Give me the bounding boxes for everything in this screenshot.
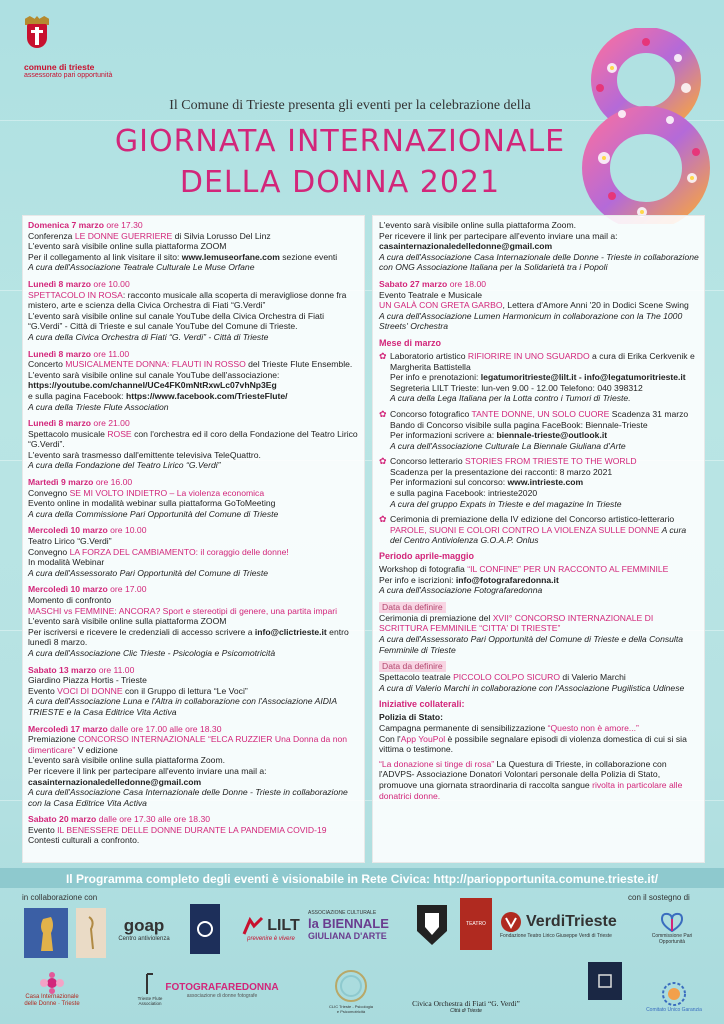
event-date: Martedì 9 marzo ore 16.00 [28,477,133,488]
flute-figure-logo-icon [76,908,106,958]
facebook-link[interactable]: https://www.facebook.com/TriesteFlute/ [125,390,288,401]
collaboration-label: in collaborazione con [22,893,98,902]
nefertiti-logo-icon [24,908,68,958]
flute-association-logo: Trieste Flute Association [130,966,170,1012]
flower-icon: ✿ [379,514,387,525]
casa-donne-logo: Casa Internazionale delle Donne · Trieste [22,968,82,1012]
section-title: Iniziative collaterali: [379,699,465,710]
event-item: Sabato 13 marzo ore 11.00 Giardino Piazza Hortis - Trieste Evento VOCI DI DONNE con il Gruppo di lettura “Le Voci” A cura dell'Associazione Luna e l'Altra in collaborazione con l'Associazione AIDIA TRIESTE e la Casa Editrice Vita Activa [28,665,359,718]
flower-icon: ✿ [379,408,387,419]
event-date: Lunedì 8 marzo ore 10.00 [28,278,130,289]
casa-flower-icon [37,972,67,994]
event-date: Lunedì 8 marzo ore 21.00 [28,418,130,429]
event-date: Sabato 13 marzo ore 11.00 [28,664,135,675]
flower-icon: ✿ [379,350,387,361]
event-date: Mercoledì 10 marzo ore 17.00 [28,584,147,595]
event-item: Mercoledì 10 marzo ore 17.00 Momento di confronto MASCHI vs FEMMINE: ANCORA? Sport e stereotipi di genere, una partita impari L'evento sarà visibile online sulla piattaforma ZOOM Per iscriversi e ricevere le credenziali di accesso scrivere a info@clictrieste.it entro lunedì 8 marzo. A cura dell'Associazione Clic Trieste - Psicologia e Psicomotricità [28,584,359,658]
fotografaredonna-logo: FOTOGRAFAREDONNA associazione di donne fotografe [165,981,279,999]
event-item: Data da definire Cerimonia di premiazione del XVII° CONCORSO INTERNAZIONALE DI SCRITTURA FEMMINILE “CITTA' DI TRIESTE” A cura dell'Assessorato Pari Opportunità del Comune di Trieste e della Consulta Femminile di Trieste [379,601,684,655]
flute-icon [143,972,157,996]
event-item: ✿ Laboratorio artistico RIFIORIRE IN UNO SGUARDO a cura di Erika Cerkvenik e Margherita Battistella Per info e prenotazioni: legatumoritrieste@lilt.it - info@legatumoritrieste.it Segreteria LILT Trieste: lun-ven 9.00 - 12.00 Telefono: 040 398312 A cura della Lega Italiana per la Lotta contro i Tumori di Trieste. [379,350,695,404]
email-link[interactable]: casainternazionaledelledonne@gmail.com [379,241,553,252]
flower-icon: ✿ [379,456,387,467]
event-date: Mercoledì 10 marzo ore 10.00 [28,525,147,536]
floral-eight-icon [582,28,710,224]
website-link[interactable]: www.lemuseorfane.com [181,251,280,262]
clic-logo: CLIC Trieste - Psicologia e Psicomotricità [328,966,374,1016]
lilt-figure-icon [242,916,264,936]
page-title-line2: DELLA DONNA 2021 [179,165,501,200]
event-item: Martedì 9 marzo ore 16.00 Convegno SE MI VOLTO INDIETRO – La violenza economica Evento online in modalità webinar sulla piattaforma GoToMeeting A cura della Commissione Pari Opportunità del Comune di Trieste [28,477,359,519]
rete-civica-link[interactable]: http://pariopportunita.comune.trieste.it/ [433,872,659,886]
biennale-logo: ASSOCIAZIONE CULTURALE la BIENNALE GIULIANA D'ARTE [308,909,389,941]
trieste-crest-icon [24,16,50,56]
cug-logo: Comitato Unico Garanzia [646,976,702,1018]
cultural-logo-icon [190,904,220,954]
event-date: Mercoledì 17 marzo dalle ore 17.00 alle ore 18.30 [28,723,222,734]
cug-sun-icon [661,981,687,1007]
event-date: Domenica 7 marzo ore 17.30 [28,220,143,230]
teatro-logo: TEATRO [460,898,492,950]
event-item: Lunedì 8 marzo ore 10.00 SPETTACOLO IN ROSA: racconto musicale alla scoperta di meravigliose donne fra mistero, arte e scienza della Civica Orchestra di Fiati “G.Verdi” L'evento sarà visibile online sul canale YouTube della Civica Orchestra di Fiati “G.Verdi” - Città di Trieste e sul canale YouTube del Comune di Trieste. A cura della Civica Orchestra di Fiati “G. Verdi” - Città di Trieste [28,279,359,343]
date-tbd-badge: Data da definire [379,661,446,672]
event-item: Domenica 7 marzo ore 17.30 Conferenza LE DONNE GUERRIERE di Silvia Lorusso Del Linz L'evento sarà visibile online sulla piattaforma ZOOM Per il collegamento al link visitare il sito: www.lemuseorfane.com sezione eventi A cura dell'Associazione Teatrale Culturale Le Muse Orfane [28,220,359,273]
event-item: Sabato 27 marzo ore 18.00 Evento Teatrale e Musicale UN GALÀ CON GRETA GARBO, Lettera d'Amore Anni '20 in Dodici Scene Swing A cura dell'Associazione Lumen Harmonicum in collaborazione con la The 1000 Streets' Orchestra [379,279,699,332]
youtube-link[interactable]: https://youtube.com/channel/UCe4FK0mNtRxwLc07vhNp3Eg [28,380,277,391]
email-link[interactable]: casainternazionaledelledonne@gmail.com [28,776,202,787]
left-events-panel [22,215,365,863]
event-date: Sabato 20 marzo dalle ore 17.30 alle ore 18.30 [28,814,211,825]
presents-text: Il Comune di Trieste presenta gli eventi per la celebrazione della [169,98,531,113]
assessorato-name: assessorato pari opportunità [24,72,113,79]
website-link[interactable]: www.intrieste.com [507,477,584,488]
email-link[interactable]: legatumoritrieste@lilt.it - info@legatumoritrieste.it [480,372,686,383]
support-label: con il sostegno di [628,893,690,902]
event-item: Lunedì 8 marzo ore 11.00 Concerto MUSICALMENTE DONNA: FLAUTI IN ROSSO del Trieste Flute Ensemble. L'evento sarà visibile online sul canale YouTube dell'associazione: https://youtube.com/channel/UCe4FK0mNtRxwLc07vhNp3Eg e sulla pagina Facebook: https://www.facebook.com/TriesteFlute/ A cura della Trieste Flute Association [28,349,359,413]
clic-rings-icon [333,968,369,1004]
event-item: ✿ Cerimonia di premiazione della IV edizione del Concorso artistico-letterario PAROLE, SUONI E COLORI CONTRO LA VIOLENZA SULLE DONNE A cura del Centro Antiviolenza G.O.A.P. Onlus [379,514,687,546]
page-title-line1: GIORNATA INTERNAZIONALE [114,124,566,159]
verdi-circle-icon [500,911,522,933]
event-item: Mercoledì 17 marzo dalle ore 17.00 alle ore 18.30 Premiazione CONCORSO INTERNAZIONALE “ELCA RUZZIER Una Donna da non dimenticare” V edizione L'evento sarà visibile online sulla piattaforma Zoom. Per ricevere il link per partecipare all'evento inviare una mail a: casainternazionaledelledonne@gmail.com A cura dell'Associazione Casa Internazionale delle Donne - Trieste in collaborazione con la Casa Editrice Vita Activa [28,724,359,809]
orchestra-text-logo: Civica Orchestra di Fiati “G. Verdi” Città di Trieste [412,998,520,1014]
event-item: Data da definire Spettacolo teatrale PICCOLO COLPO SICURO di Valerio Marchi A cura di Valerio Marchi in collaborazione con l'Associazione Pugilistica Udinese [379,661,685,693]
section-title: Periodo aprile-maggio [379,551,475,562]
footer-program-text: Il Programma completo degli eventi è visionabile in Rete Civica: http://pariopportunita.comune.trieste.it/ [65,872,659,886]
verdi-trieste-logo: VerdiTrieste Fondazione Teatro Lirico Giuseppe Verdi di Trieste [500,913,617,939]
event-item: Mercoledì 10 marzo ore 10.00 Teatro Lirico “G.Verdi” Convegno LA FORZA DEL CAMBIAMENTO: il coraggio delle donne! In modalità Webinar A cura dell'Assessorato Pari Opportunità del Comune di Trieste [28,525,359,578]
event-continuation: L'evento sarà visibile online sulla piattaforma Zoom. Per ricevere il link per partecipare all'evento inviare una mail a: casainternazionaledelledonne@gmail.com A cura dell'Associazione Casa Internazionale delle Donne - Trieste in collaborazione con ONG Associazione Italiana per la Solidarietà tra i Popoli [379,220,699,273]
event-item: ✿ Concorso fotografico TANTE DONNE, UN SOLO CUORE Scadenza 31 marzo Bando di Concorso visibile sulla pagina FaceBook: Biennale-Trieste Per informazioni scrivere a: biennale-trieste@outlook.it A cura dell'Associazione Culturale La Biennale Giuliana d'Arte [379,408,689,451]
event-item: Workshop di fotografia “IL CONFINE” PER UN RACCONTO AL FEMMINILE Per info e iscrizioni: info@fotografaredonna.it A cura dell'Associazione Fotografaredonna [379,564,669,596]
right-events-panel [372,215,705,863]
email-link[interactable]: info@clictrieste.it [254,626,327,637]
lilt-logo: LILT prevenire è vivere [226,906,316,952]
commissione-icon [659,911,685,933]
commissione-logo: Commissione Pari Opportunità [650,906,694,950]
email-link[interactable]: biennale-trieste@outlook.it [496,430,608,441]
email-link[interactable]: info@fotografaredonna.it [455,574,559,585]
event-item: Sabato 20 marzo dalle ore 17.30 alle ore 18.30 Evento IL BENESSERE DELLE DONNE DURANTE LA PANDEMIA COVID-19 Contesti culturali a confronto. [28,814,359,846]
event-date: Sabato 27 marzo ore 18.00 [379,278,487,289]
date-tbd-badge: Data da definire [379,602,446,613]
orchestra-emblem-icon [412,900,452,948]
event-date: Lunedì 8 marzo ore 11.00 [28,348,130,359]
event-item: ✿ Concorso letterario STORIES FROM TRIESTE TO THE WORLD Scadenza per la presentazione dei racconti: 8 marzo 2021 Per informazioni sul concorso: www.intrieste.com e sulla pagina Facebook: intrieste2020 A cura del gruppo Expats in Trieste e del magazine In Trieste [379,456,637,509]
dark-square-logo-icon [588,962,622,1000]
section-title: Mese di marzo [379,337,442,348]
event-item: Polizia di Stato: Campagna permanente di sensibilizzazione “Questo non è amore...” Con l'App YouPol è possibile segnalare episodi di violenza domestica di cui si sia vittima o testimone. “La donazione si tinge di rosa” La Questura di Trieste, in collaborazione con l'ADVPS- Associazione Donatori Volontari personale della Polizia di Stato, promuove una giornata straordinaria di raccolta sangue rivolta in particolare alle donatrici donne. [379,712,687,801]
comune-name: comune di trieste [24,62,95,72]
event-item: Lunedì 8 marzo ore 21.00 Spettacolo musicale ROSE con l'orchestra ed il coro della Fondazione del Teatro Lirico “G.Verdi”. L'evento sarà trasmesso dall'emittente televisiva TeleQuattro. A cura della Fondazione del Teatro Lirico “G.Verdi” [28,418,358,471]
goap-logo: goap Centro antiviolenza [118,916,170,942]
